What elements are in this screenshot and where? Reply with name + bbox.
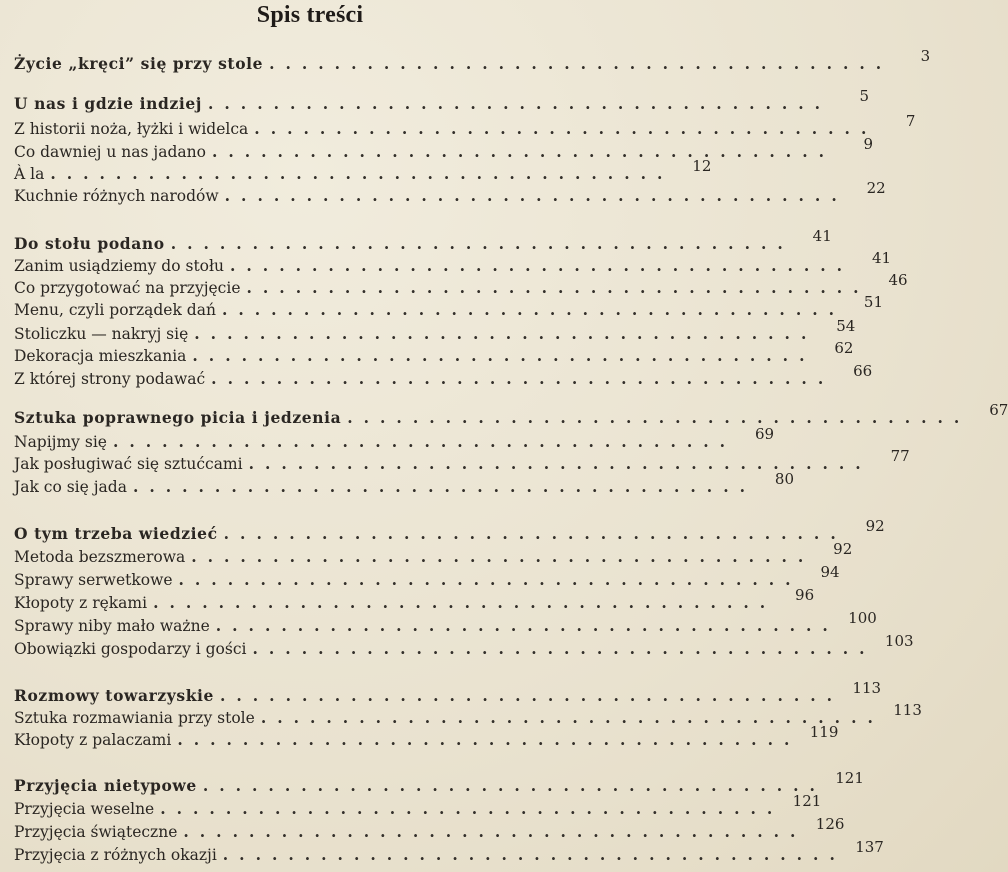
toc-entry-label: Sprawy niby mało ważne	[14, 617, 210, 635]
toc-section-heading	[14, 47, 931, 74]
toc-entry-label: Sztuka rozmawiania przy stole	[14, 709, 255, 727]
toc-entry	[14, 425, 775, 452]
toc-page-number: 22	[866, 179, 886, 197]
toc-page-number: 113	[852, 679, 882, 697]
dot-leader: ......................................	[221, 300, 846, 319]
toc-entry	[14, 609, 877, 636]
toc-page-number: 119	[809, 723, 839, 741]
dot-leader: ......................................	[252, 639, 876, 658]
toc-page-number: 126	[815, 815, 845, 833]
toc-entry-label: Rozmowy towarzyskie	[14, 686, 214, 705]
dot-leader: ......................................	[246, 278, 870, 297]
toc-page-number: 103	[884, 632, 914, 650]
toc-entry-label: Z której strony podawać	[14, 370, 206, 388]
toc-page-number: 77	[890, 447, 910, 465]
dot-leader: ......................................	[222, 845, 846, 864]
toc-entry	[14, 586, 815, 613]
toc-entry	[14, 317, 856, 344]
toc-entry-label: Napijmy się	[14, 433, 107, 451]
toc-entry-label: Przyjęcia świąteczne	[14, 823, 178, 841]
toc-entry	[14, 179, 886, 206]
dot-leader: ......................................	[192, 346, 816, 365]
toc-page-number: 62	[834, 339, 854, 357]
toc-page-number: 80	[774, 470, 794, 488]
toc-entry-label: Dekoracja mieszkania	[14, 347, 187, 365]
toc-page-number: 96	[795, 586, 815, 604]
toc-entry-label: Do stołu podano	[14, 234, 165, 253]
dot-leader: ......................................	[269, 54, 893, 73]
dot-leader: ......................................	[50, 164, 674, 183]
toc-entry-label: Kuchnie różnych narodów	[14, 187, 219, 205]
dot-leader: ......................................	[160, 799, 784, 818]
toc-entry-label: Kłopoty z palaczami	[14, 731, 172, 749]
toc-entry-label: Przyjęcia weselne	[14, 800, 155, 818]
dot-leader: ......................................	[183, 822, 807, 841]
toc-entry-label: Życie „kręci” się przy stole	[14, 54, 264, 73]
toc-page-number: 51	[863, 293, 884, 311]
toc-page-number: 113	[893, 701, 922, 719]
toc-section-heading	[14, 227, 832, 254]
toc-entry-label: O tym trzeba wiedzieć	[14, 524, 218, 543]
dot-leader: ......................................	[208, 94, 832, 113]
toc-section-heading	[14, 401, 1008, 428]
toc-page-number: 41	[871, 249, 892, 267]
toc-entry-label: Menu, czyli porządek dań	[14, 301, 216, 319]
toc-page-number: 121	[835, 769, 864, 787]
dot-leader: ......................................	[177, 730, 801, 749]
toc-entry-label: Metoda bezszmerowa	[14, 548, 186, 566]
toc-page-number: 92	[865, 517, 885, 535]
page-title: Spis treści	[256, 2, 364, 28]
toc-entry-label: Z historii noża, łyżki i widelca	[14, 120, 249, 138]
toc-section-heading	[14, 517, 885, 544]
toc-page-number: 54	[836, 317, 856, 335]
toc-entry	[14, 447, 910, 474]
toc-page-number: 121	[792, 792, 822, 810]
toc-entry-label: Kłopoty z rękami	[14, 594, 148, 612]
dot-leader: ......................................	[194, 324, 818, 343]
toc-entry	[14, 563, 840, 590]
toc-entry	[14, 838, 884, 865]
toc-page-number: 46	[888, 271, 908, 289]
toc-page-number: 7	[905, 112, 916, 130]
toc-entry	[14, 271, 908, 298]
toc-page-number: 5	[859, 87, 870, 105]
toc-entry	[14, 293, 884, 320]
toc-entry-label: Sprawy serwetkowe	[14, 571, 173, 589]
dot-leader: ......................................	[211, 369, 835, 388]
toc-entry	[14, 362, 873, 389]
toc-entry-label: Przyjęcia nietypowe	[14, 776, 197, 795]
dot-leader: ......................................	[211, 142, 835, 161]
dot-leader: ......................................	[224, 186, 848, 205]
toc-entry-label: Co dawniej u nas jadano	[14, 143, 206, 161]
dot-leader: ......................................	[153, 593, 777, 612]
toc-page-number: 69	[754, 425, 775, 443]
toc-entry	[14, 815, 845, 842]
toc-entry	[14, 157, 712, 184]
toc-entry	[14, 470, 794, 497]
toc-section-heading	[14, 87, 870, 114]
dot-leader: ......................................	[132, 477, 756, 496]
toc-entry-label: Jak posługiwać się sztućcami	[14, 455, 243, 473]
dot-leader: ......................................	[260, 708, 884, 727]
toc-section-heading	[14, 679, 882, 706]
toc-entry	[14, 632, 914, 659]
toc-entry	[14, 135, 873, 162]
dot-leader: ......................................	[170, 234, 794, 253]
dot-leader: ......................................	[347, 408, 971, 427]
toc-page-number: 67	[989, 401, 1008, 419]
toc-page-number: 100	[848, 609, 877, 627]
toc-page-number: 66	[853, 362, 873, 380]
toc-entry	[14, 723, 839, 750]
toc-entry	[14, 249, 892, 276]
toc-entry-label: Jak co się jada	[14, 478, 127, 496]
toc-entry-label: U nas i gdzie indziej	[14, 94, 203, 113]
dot-leader: ......................................	[215, 616, 839, 635]
dot-leader: ......................................	[223, 524, 847, 543]
toc-entry-label: Przyjęcia z różnych okazji	[14, 846, 217, 864]
dot-leader: ......................................	[248, 454, 872, 473]
toc-entry	[14, 112, 916, 139]
dot-leader: ......................................	[219, 686, 844, 705]
toc-entry	[14, 540, 853, 567]
dot-leader: ......................................	[112, 432, 737, 451]
toc-page-number: 94	[820, 563, 840, 581]
dot-leader: ......................................	[254, 119, 878, 138]
toc-page-number: 12	[692, 157, 712, 175]
dot-leader: ......................................	[191, 547, 815, 566]
toc-page-number: 92	[833, 540, 853, 558]
toc-entry-label: Stoliczku — nakryj się	[14, 325, 189, 343]
toc-entry-label: À la	[14, 165, 45, 183]
dot-leader: ......................................	[202, 776, 826, 795]
toc-page-number: 3	[920, 47, 931, 65]
dot-leader: ......................................	[178, 570, 802, 589]
toc-entry	[14, 792, 822, 819]
toc-page-number: 137	[855, 838, 884, 856]
toc-page-number: 9	[863, 135, 873, 153]
toc-entry	[14, 339, 854, 366]
dot-leader: ......................................	[230, 256, 854, 275]
toc-entry-label: Co przygotować na przyjęcie	[14, 279, 241, 297]
toc-entry-label: Zanim usiądziemy do stołu	[14, 257, 225, 275]
toc-entry-label: Sztuka poprawnego picia i jedzenia	[14, 408, 342, 427]
toc-section-heading	[14, 769, 864, 796]
toc-entry-label: Obowiązki gospodarzy i gości	[14, 640, 247, 658]
toc-entry	[14, 701, 922, 728]
toc-page-number: 41	[812, 227, 832, 245]
